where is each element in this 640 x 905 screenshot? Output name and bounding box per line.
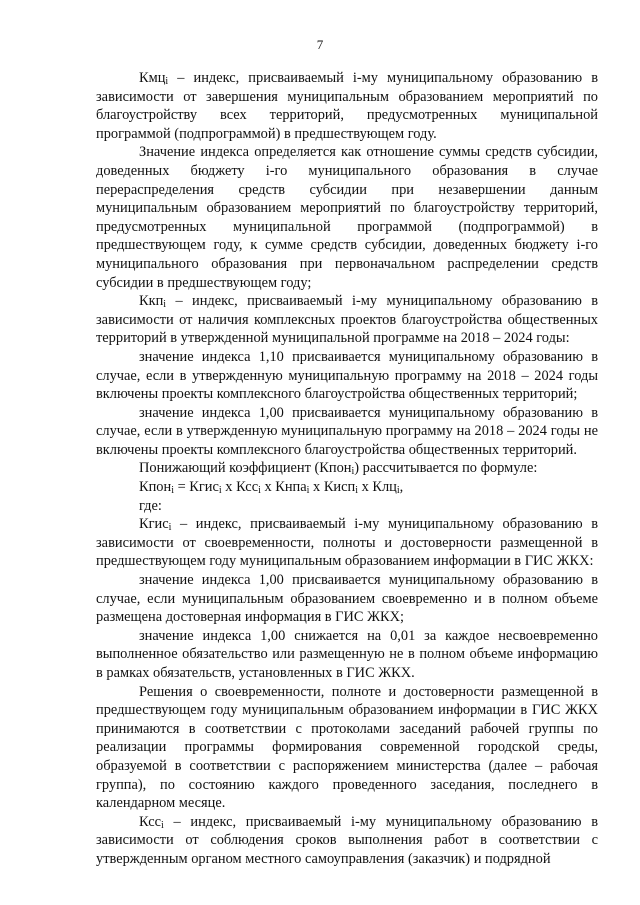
paragraph-kmc-index: Кмц$_i$ – индекс, присваиваемый i-му муниципальному образованию в зависимости от завершения муниципальным образованием мероприятий по благоустройству всех территорий, предусмотренных муниципальной программой (подпрограммой) в предшествующем году. xyxy=(96,70,598,142)
paragraph-working-group-decisions: Решения о своевременности, полноте и достоверности размещенной в предшествующем году муниципальным образованием информации в ГИС ЖКХ принимаются в соответствии с протоколами заседаний рабочей группы по реализации программы формирования современной городской среды, образуемой в соответствии с распоряжением министерства (далее – рабочая группа), по состоянию каждого проведенного заседания, последнего в календарном месяце. xyxy=(96,683,598,812)
paragraph-index-value-definition: Значение индекса определяется как отношение суммы средств субсидии, доведенных бюджету i-го муниципального образования в случае перераспределения средств субсидии при незавершении данным муниципальным образованием мероприятий по благоустройству территорий, предусмотренных муниципальной программой (подпрограммой) в предшествующем году, к сумме средств субсидии, доведенных бюджету i-го муниципального образования при первоначальном распределении средств субсидии в предшествующем году; xyxy=(96,144,598,291)
formula-kpon: Кпон$_i$ = Кгис$_i$ х Ксс$_i$ х Кнпа$_i$ х Кисп$_i$ х Клц$_i$, xyxy=(139,479,404,497)
paragraph-kgis-value-reduction: значение индекса 1,00 снижается на 0,01 за каждое несвоевременно выполненное обязательство или размещенную не в полном объеме информацию в рамках обязательств, установленных в ГИС ЖКХ. xyxy=(96,627,598,681)
formula-where-label: где: xyxy=(139,497,162,514)
paragraph-reduction-coefficient-intro: Понижающий коэффициент (Кпон$_i$) рассчитывается по формуле: xyxy=(139,460,538,478)
paragraph-kss-index: Ксс$_i$ – индекс, присваиваемый i-му муниципальному образованию в зависимости от соблюдения сроков выполнения работ в соответствии с утвержденным органом местного самоуправления (заказчик) и подрядной xyxy=(96,813,598,867)
page-number: 7 xyxy=(316,37,324,52)
paragraph-kgis-value-100: значение индекса 1,00 присваивается муниципальному образованию в случае, если муниципальным образованием своевременно и в полном объеме размещена достоверная информация в ГИС ЖКХ; xyxy=(96,572,598,626)
document-body xyxy=(96,69,598,869)
paragraph-kkp-index: Ккп$_i$ – индекс, присваиваемый i-му муниципальному образованию в зависимости от наличия комплексных проектов благоустройства общественных территорий в утвержденной муниципальной программе на 2018 – 2024 годы: xyxy=(96,293,598,347)
paragraph-kkp-value-110: значение индекса 1,10 присваивается муниципальному образованию в случае, если в утвержденную муниципальную программу на 2018 – 2024 годы включены проекты комплексного благоустройства общественных территорий; xyxy=(96,348,598,403)
paragraph-kgis-index: Кгис$_i$ – индекс, присваиваемый i-му муниципальному образованию в зависимости от своевременности, полноты и достоверности размещенной в предшествующем году муниципальным образованием информации в ГИС ЖКХ: xyxy=(96,516,598,570)
paragraph-kkp-value-100: значение индекса 1,00 присваивается муниципальному образованию в случае, если в утвержденную муниципальную программу на 2018 – 2024 годы не включены проекты комплексного благоустройства общественных территорий. xyxy=(96,404,598,458)
